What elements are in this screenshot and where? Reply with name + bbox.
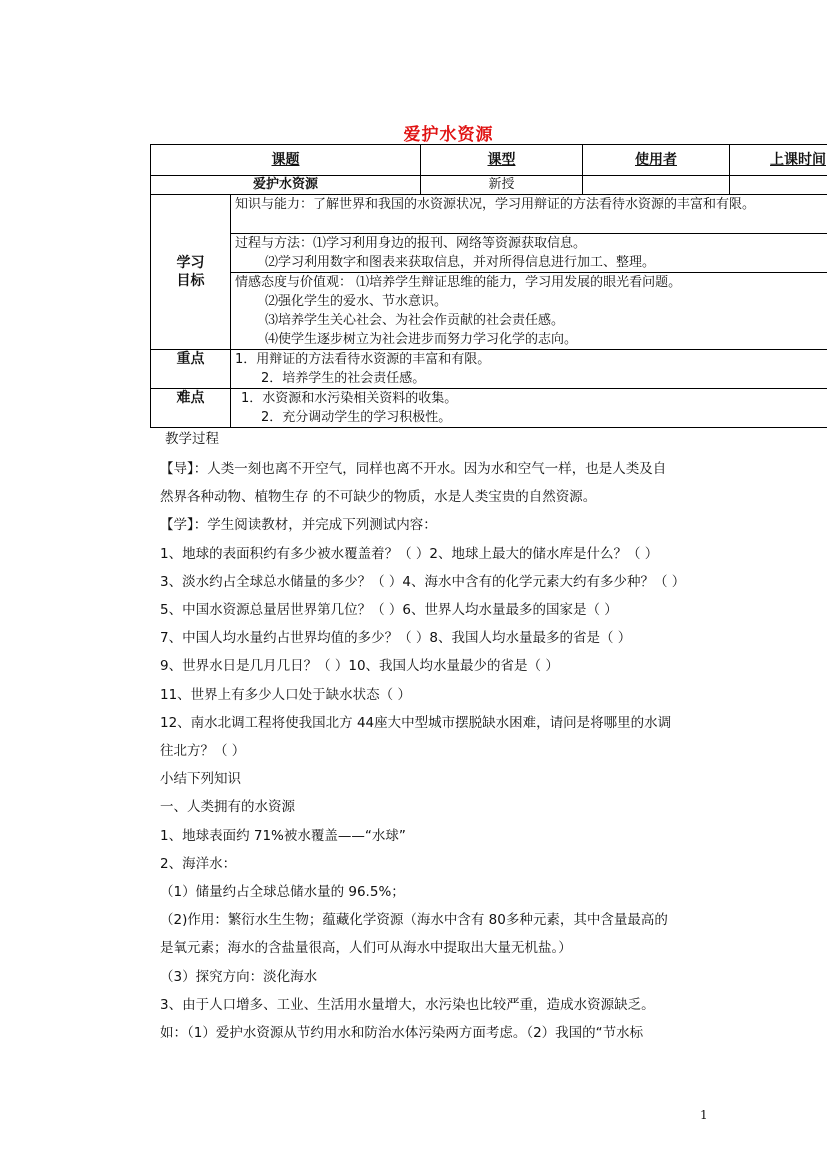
question-line: 1、地球的表面积约有多少被水覆盖着？（ ）2、地球上最大的储水库是什么？（ ）: [160, 545, 659, 562]
intro-paragraph: 【导】：人类一刻也离不开空气，同样也离不开水。因为水和空气一样，也是人类及自: [160, 461, 667, 477]
header-time: 上课时间: [730, 145, 827, 176]
cell-user: [583, 176, 730, 195]
key-points-row: [151, 350, 827, 389]
key-points: 1．用辩证的方法看待水资源的丰富和有限。 2．培养学生的社会责任感。: [231, 350, 827, 389]
goals-row-3: [151, 273, 827, 350]
study-instruction: 【学】：学生阅读教材，并完成下列测试内容：: [160, 517, 437, 534]
difficulty-label: 难点: [151, 389, 231, 428]
question-line-cont: 往北方？（ ）: [160, 743, 246, 760]
knowledge-subitem: （1）储量约占全球总储水量的 96.5%；: [160, 884, 405, 901]
goal-process: 过程与方法：⑴学习利用身边的报刊、网络等资源获取信息。 ⑵学习利用数字和图表来获取信息，并对所得信息进行加工、整理。: [231, 234, 827, 273]
question-line: 12、南水北调工程将使我国北方 44座大中型城市摆脱缺水困难，请问是将哪里的水调: [160, 714, 672, 731]
lesson-plan-table: [150, 144, 827, 428]
header-topic: 课题: [151, 145, 421, 176]
knowledge-subitem: （3）探究方向：淡化海水: [160, 968, 318, 985]
cell-type: 新授: [421, 176, 583, 195]
key-label: 重点: [151, 350, 231, 389]
intro-paragraph-cont: 然界各种动物、植物生存 的不可缺少的物质，水是人类宝贵的自然资源。: [160, 489, 597, 506]
goals-row-2: [151, 234, 827, 273]
question-line: 11、世界上有多少人口处于缺水状态（ ）: [160, 686, 411, 703]
knowledge-subitem-cont: 是氧元素；海水的含盐量很高，人们可从海水中提取出大量无机盐。）: [160, 940, 572, 957]
lesson-body: [160, 428, 720, 1047]
header-user: 使用者: [583, 145, 730, 176]
header-type: 课型: [421, 145, 583, 176]
goal-attitude: 情感态度与价值观： ⑴培养学生辩证思维的能力，学习用发展的眼光看问题。 ⑵强化学生的爱水、节水意识。 ⑶培养学生关心社会、为社会作贡献的社会责任感。 ⑷使学生逐步树立为社会进步而努力学习化学的志向。: [231, 273, 827, 350]
summary-heading: 小结下列知识: [160, 771, 241, 788]
question-line: 5、中国水资源总量居世界第几位？（ ）6、世界人均水量最多的国家是（ ）: [160, 602, 618, 619]
page-number: 1: [700, 1108, 708, 1122]
cell-topic: 爱护水资源: [151, 176, 421, 195]
difficulties-row: [151, 389, 827, 428]
goal-knowledge: 知识与能力：了解世界和我国的水资源状况，学习用辩证的方法看待水资源的丰富和有限。: [231, 195, 827, 234]
document-title: 爱护水资源: [403, 125, 494, 145]
knowledge-item: 如：（1）爱护水资源从节约用水和防治水体污染两方面考虑。（2）我国的“节水标: [160, 1025, 644, 1042]
question-line: 9、世界水日是几月几日？（ ）10、我国人均水量最少的省是（ ）: [160, 658, 559, 675]
question-line: 7、中国人均水量约占世界均值的多少？（ ）8、我国人均水量最多的省是（ ）: [160, 630, 632, 647]
goals-label: 学习 目标: [151, 195, 231, 350]
goals-row-1: [151, 195, 827, 234]
table-header-row: [151, 145, 827, 176]
section-title: 一、人类拥有的水资源: [160, 799, 295, 816]
difficulties: 1．水资源和水污染相关资料的收集。 2．充分调动学生的学习积极性。: [231, 389, 827, 428]
knowledge-subitem: （2)作用：繁衍水生生物；蕴藏化学资源（海水中含有 80多种元素，其中含量最高的: [160, 912, 668, 929]
cell-time: [730, 176, 827, 195]
knowledge-item: 1、地球表面约 71%被水覆盖——“水球”: [160, 827, 406, 844]
knowledge-item: 3、由于人口增多、工业、生活用水量增大，水污染也比较严重，造成水资源缺乏。: [160, 996, 655, 1013]
section-heading: 教学过程: [165, 431, 219, 447]
question-line: 3、淡水约占全球总水储量的多少？（ ）4、海水中含有的化学元素大约有多少种？（ ）: [160, 573, 686, 590]
table-info-row: [151, 176, 827, 195]
knowledge-item: 2、海洋水：: [160, 855, 237, 872]
